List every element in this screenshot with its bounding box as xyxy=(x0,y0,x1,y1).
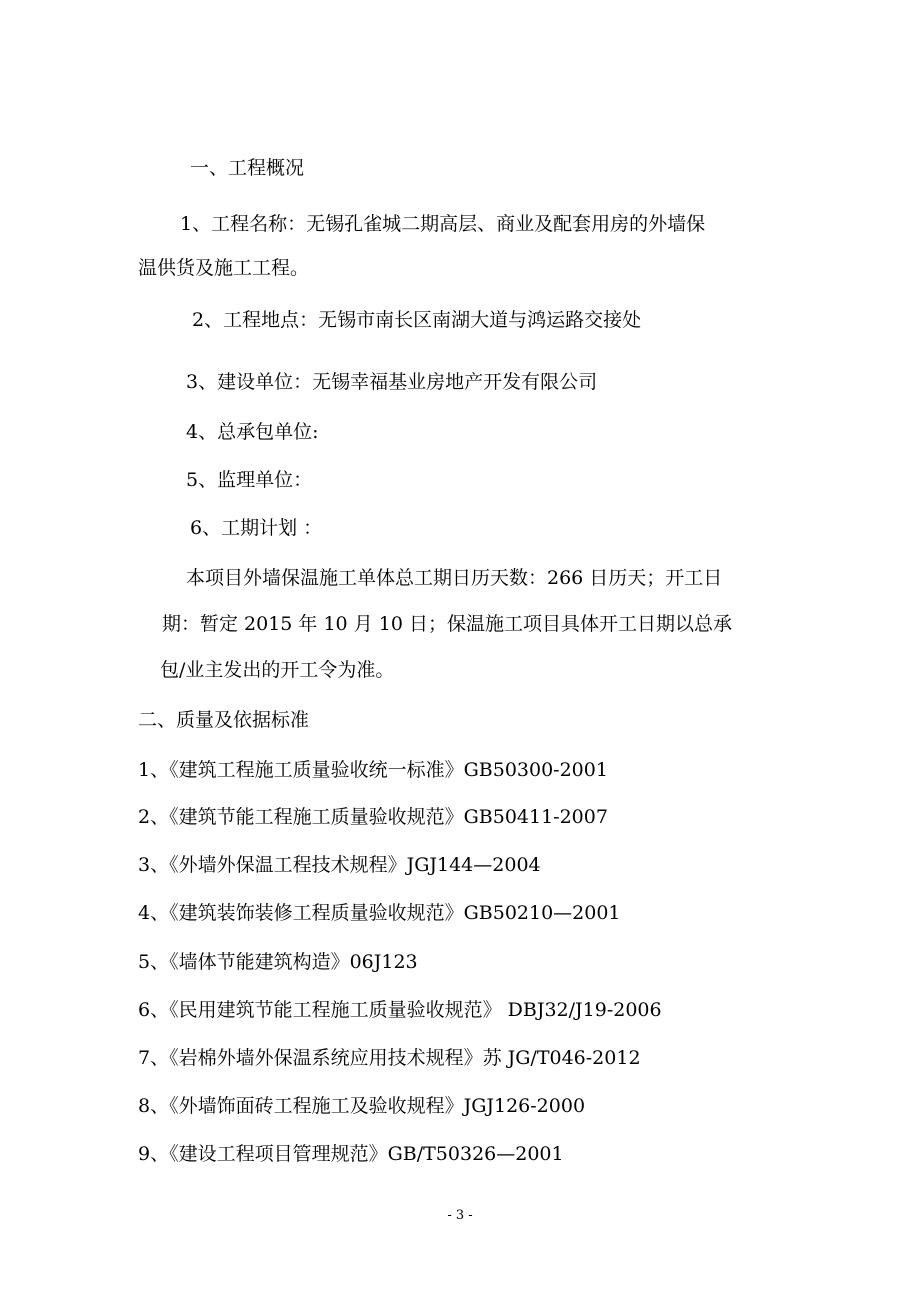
standard-item: 1、《建筑工程施工质量验收统一标准》GB50300-2001 xyxy=(138,759,608,781)
standard-item: 5、《墙体节能建筑构造》06J123 xyxy=(138,951,418,973)
project-name-line1: 1、工程名称：无锡孔雀城二期高层、商业及配套用房的外墙保 xyxy=(180,213,706,235)
construction-unit: 3、建设单位：无锡幸福基业房地产开发有限公司 xyxy=(186,371,598,393)
standard-item: 3、《外墙外保温工程技术规程》JGJ144—2004 xyxy=(138,854,541,876)
general-contractor: 4、总承包单位: xyxy=(186,421,319,443)
standard-item: 7、《岩棉外墙外保温系统应用技术规程》苏 JG/T046-2012 xyxy=(138,1047,641,1069)
standard-item: 9、《建设工程项目管理规范》GB/T50326—2001 xyxy=(138,1143,564,1165)
project-name-line2: 温供货及施工工程。 xyxy=(138,257,310,279)
supervision-unit: 5、监理单位： xyxy=(186,469,313,491)
standard-item: 4、《建筑装饰装修工程质量验收规范》GB50210—2001 xyxy=(138,902,621,924)
standard-item: 2、《建筑节能工程施工质量验收规范》GB50411-2007 xyxy=(138,806,608,828)
project-location: 2、工程地点：无锡市南长区南湖大道与鸿运路交接处 xyxy=(192,309,642,331)
standard-item: 6、《民用建筑节能工程施工质量验收规范》 DBJ32/J19-2006 xyxy=(138,999,662,1021)
schedule-text-line3: 包/业主发出的开工令为准。 xyxy=(160,659,395,681)
schedule-text-line1: 本项目外墙保温施工单体总工期日历天数：266 日历天；开工日 xyxy=(186,567,723,589)
section2-heading: 二、质量及依据标准 xyxy=(138,709,310,731)
standard-item: 8、《外墙饰面砖工程施工及验收规程》JGJ126-2000 xyxy=(138,1095,586,1117)
schedule-text-line2: 期：暂定 2015 年 10 月 10 日；保温施工项目具体开工日期以总承 xyxy=(162,613,732,635)
schedule-heading: 6、工期计划 ： xyxy=(190,517,323,539)
section1-heading: 一、工程概况 xyxy=(190,157,305,179)
page-number: - 3 - xyxy=(447,1208,473,1223)
